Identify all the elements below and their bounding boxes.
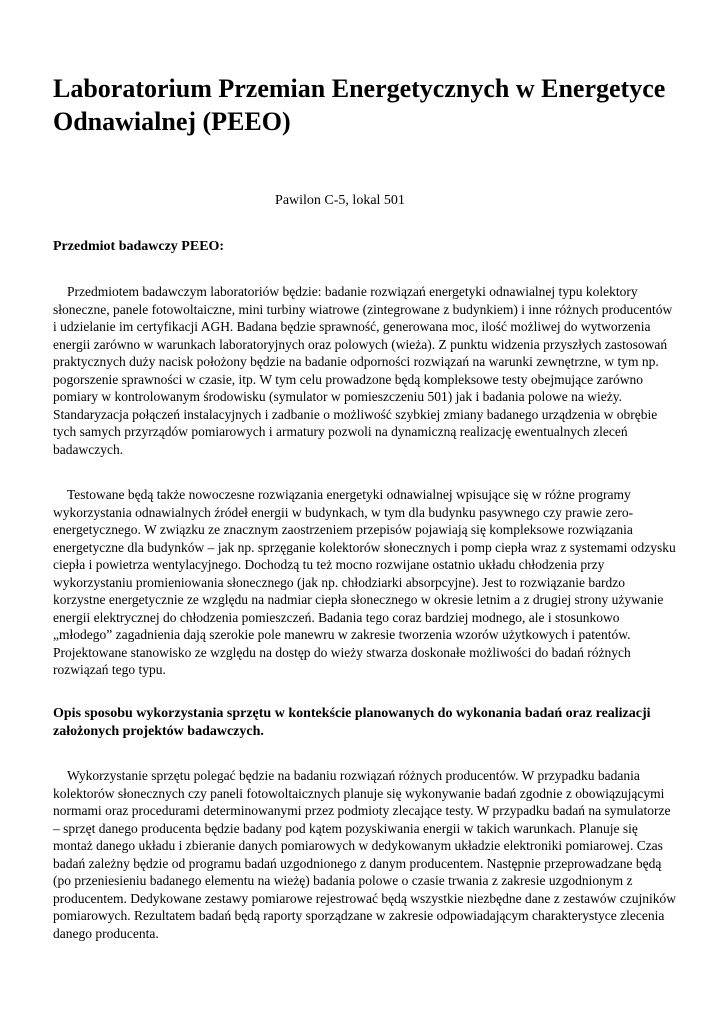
location-line: Pawilon C-5, lokal 501 (275, 193, 405, 208)
paragraph-subject-1: Przedmiotem badawczym laboratoriów będzie: badanie rozwiązań energetyki odnawialnej typu kolektory słoneczne, panele fotowoltaiczne, mini turbiny wiatrowe (zintegrowane z budynkiem) i inne różnych producentów i udzielanie im certyfikacji AGH. Badana będzie sprawność, generowana moc, ilość możliwej do wytworzenia energii zarówno w warunkach laboratoryjnych oraz polowych (wieża). Z punktu widzenia przyszłych zastosowań praktycznych duży nacisk położony będzie na badanie odporności rozwiązań na warunki zewnętrzne, w tym np. pogorszenie sprawności w czasie, itp. W tym celu prowadzone będą kompleksowe testy obejmujące zarówno pomiary w kontrolowanym środowisku (symulator w pomieszczeniu 501) jak i badania polowe na wieży. Standaryzacja połączeń instalacyjnych i zadbanie o możliwość szybkiej zmiany badanego urządzenia w obrębie tych samych przyrządów pomiarowych i armatury pozwoli na dynamiczną realizację ewentualnych zleceń badawczych. (53, 284, 673, 457)
paragraph-equipment-use-1: Wykorzystanie sprzętu polegać będzie na badaniu rozwiązań różnych producentów. W przypadku badania kolektorów słonecznych czy paneli fotowoltaicznych planuje się wykonywanie badań zgodnie z obowiązującymi normami oraz procedurami determinowanymi przez podmioty zlecające testy. W przypadku badań na symulatorze – sprzęt danego producenta będzie badany pod kątem pozyskiwania energii w takich warunkach. Planuje się montaż danego układu i zbieranie danych pomiarowych w dedykowanym układzie elektroniki pomiarowej. Czas badań zależny będzie od programu badań uzgodnionego z danym producentem. Następnie przeprowadzane będą (po przeniesieniu badanego elementu na wieżę) badania polowe o czasie trwania z zakresie uzgodnionym z producentem. Dedykowane zestawy pomiarowe rejestrować będą wszystkie niezbędne dane z zestawów czujników pomiarowych. Rezultatem badań będą raporty sporządzane w zakresie odpowiadającym charakterystyce zlecenia danego producenta. (53, 768, 677, 941)
section-heading-equipment-use: Opis sposobu wykorzystania sprzętu w kontekście planowanych do wykonania badań oraz realizacji założonych projektów badawczych. (53, 706, 651, 739)
section-heading-subject: Przedmiot badawczy PEEO: (53, 239, 225, 254)
document-title: Laboratorium Przemian Energetycznych w Energetyce Odnawialnej (PEEO) (53, 74, 666, 136)
paragraph-subject-2: Testowane będą także nowoczesne rozwiązania energetyki odnawialnej wpisujące się w różne programy wykorzystania odnawialnych źródeł energii w budynkach, w tym dla budynku pasywnego czy prawie zero-energetycznego. W związku ze znacznym zaostrzeniem przepisów pojawiają się kompleksowe rozwiązania energetyczne dla budynków – jak np. sprzęganie kolektorów słonecznych i pomp ciepła wraz z systemami odzysku ciepła i powietrza wentylacyjnego. Dochodzą tu też mocno rozwijane ostatnio układu chłodzenia przy wykorzystaniu promieniowania słonecznego (jak np. chłodziarki absorpcyjne). Jest to rozwiązanie bardzo korzystne energetycznie ze względu na nadmiar ciepła słonecznego w okresie letnim a z drugiej strony używanie energii elektrycznej do chłodzenia pomieszczeń. Badania tego coraz bardziej modnego, ale i stosunkowo „młodego” zagadnienia dają szerokie pole manewru w zakresie tworzenia wzorów użytkowych i patentów. Projektowane stanowisko ze względu na dostęp do wieży stwarza doskonałe możliwości do badań różnych rozwiązań tego typu. (53, 487, 676, 677)
